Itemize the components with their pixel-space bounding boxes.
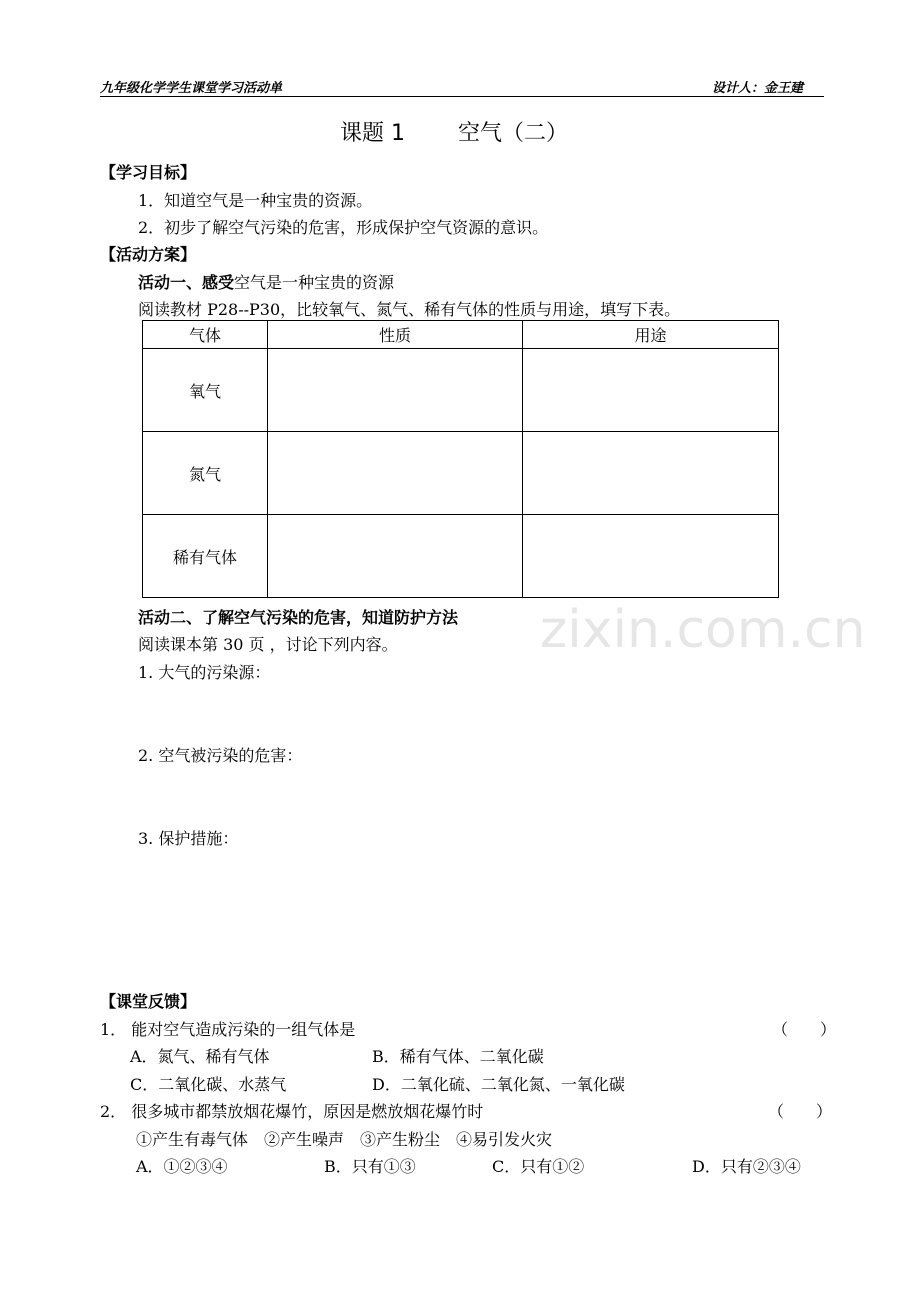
- watermark: zixin.com.cn: [540, 600, 866, 660]
- q1-option-b[interactable]: B．稀有气体、二氧化碳: [372, 1047, 544, 1066]
- gas-name: 稀有气体: [143, 515, 268, 598]
- activity1-title-rest: 空气是一种宝贵的资源: [234, 273, 395, 292]
- header-divider: [100, 96, 824, 97]
- header-property: 性质: [268, 321, 523, 349]
- q2-option-d[interactable]: D．只有②③④: [692, 1157, 801, 1176]
- table-row: [143, 515, 779, 598]
- plan-heading: 【活动方案】: [100, 245, 197, 264]
- use-cell[interactable]: [523, 349, 779, 432]
- property-cell[interactable]: [268, 349, 523, 432]
- q2-option-b[interactable]: B．只有①③: [324, 1157, 416, 1176]
- header-right: 设计人：金王建: [712, 81, 804, 96]
- title-topic: 课题 1: [340, 121, 405, 146]
- activity1-instruction: 阅读教材 P28--P30，比较氧气、氮气、稀有气体的性质与用途，填写下表。: [138, 300, 681, 319]
- property-cell[interactable]: [268, 515, 523, 598]
- gas-name: 氮气: [143, 432, 268, 515]
- q2-option-a[interactable]: A．①②③④: [136, 1157, 228, 1176]
- q2-answer-bracket[interactable]: （ ）: [768, 1102, 833, 1121]
- feedback-heading: 【课堂反馈】: [100, 992, 197, 1011]
- q1-answer-bracket[interactable]: （ ）: [772, 1020, 837, 1039]
- use-cell[interactable]: [523, 515, 779, 598]
- header-use: 用途: [523, 321, 779, 349]
- header-gas: 气体: [143, 321, 268, 349]
- gas-name: 氧气: [143, 349, 268, 432]
- activity1-title-bold: 活动一、感受: [138, 273, 235, 292]
- table-row: [143, 432, 779, 515]
- q1-option-a[interactable]: A．氮气、稀有气体: [130, 1047, 270, 1066]
- objectives-heading: 【学习目标】: [100, 163, 197, 182]
- activity2-instruction: 阅读课本第 30 页 ，讨论下列内容。: [138, 635, 398, 654]
- activity2-title: 活动二、了解空气污染的危害，知道防护方法: [138, 608, 459, 627]
- q2-option-c[interactable]: C．只有①②: [492, 1157, 585, 1176]
- title-name: 空气（二）: [458, 121, 569, 146]
- question-protection: 3. 保护措施：: [138, 829, 239, 848]
- q2-stem: 2． 很多城市都禁放烟花爆竹，原因是燃放烟花爆竹时: [100, 1102, 484, 1121]
- q1-stem: 1． 能对空气造成污染的一组气体是: [100, 1020, 356, 1039]
- objective-item: 1．知道空气是一种宝贵的资源。: [138, 191, 373, 210]
- activity1-title: [138, 270, 394, 293]
- property-cell[interactable]: [268, 432, 523, 515]
- use-cell[interactable]: [523, 432, 779, 515]
- question-pollution-source: 1. 大气的污染源：: [138, 663, 271, 682]
- question-pollution-harm: 2. 空气被污染的危害：: [138, 746, 303, 765]
- gas-table: [142, 320, 779, 598]
- table-row: [143, 349, 779, 432]
- q2-reasons: ①产生有毒气体 ②产生噪声 ③产生粉尘 ④易引发火灾: [136, 1130, 553, 1149]
- objective-item: 2．初步了解空气污染的危害，形成保护空气资源的意识。: [138, 218, 549, 237]
- table-header-row: [143, 321, 779, 349]
- header-left: 九年级化学学生课堂学习活动单: [100, 81, 283, 96]
- q1-option-c[interactable]: C．二氧化碳、水蒸气: [130, 1075, 287, 1094]
- q1-option-d[interactable]: D．二氧化硫、二氧化氮、一氧化碳: [372, 1075, 625, 1094]
